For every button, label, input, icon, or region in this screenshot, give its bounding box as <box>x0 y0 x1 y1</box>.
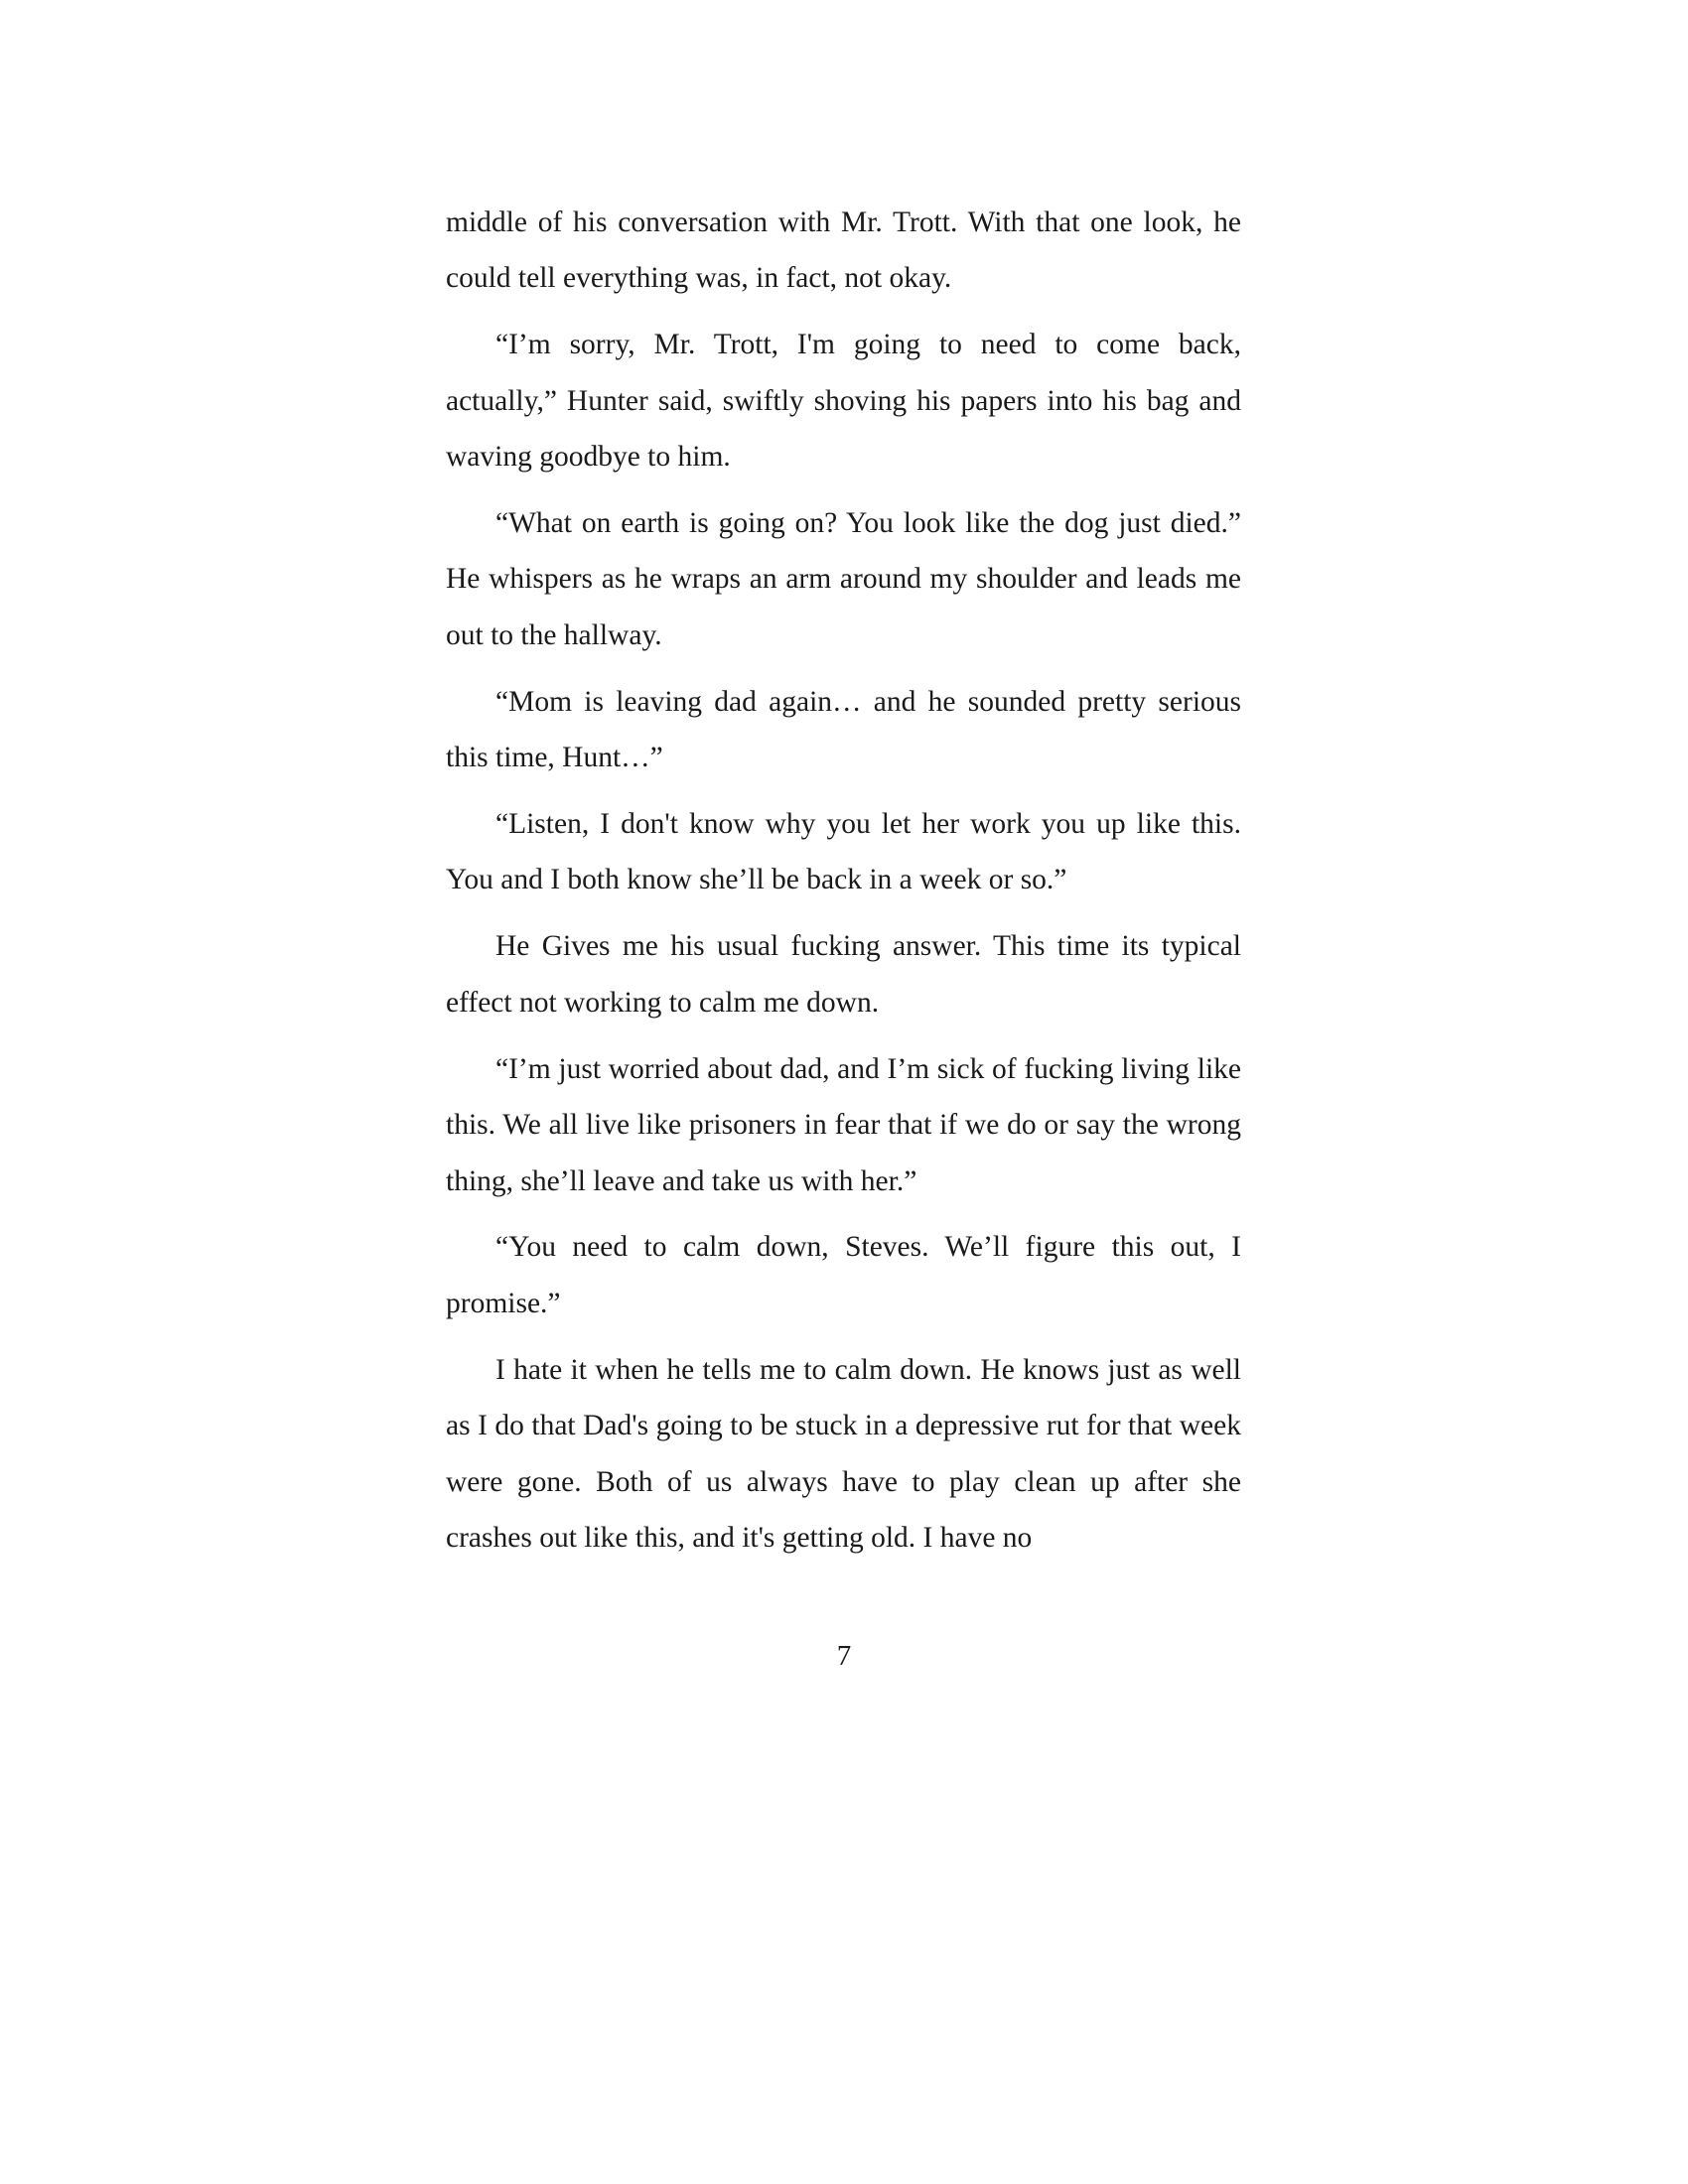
paragraph-usual-answer: He Gives me his usual fucking answer. This time its typical effect not working to calm me down. <box>446 930 1241 1019</box>
paragraph-worried-about-dad: “I’m just worried about dad, and I’m sick of fucking living like this. We all live like prisoners in fear that if we do or say the wrong thing, she’ll leave and take us with her.” <box>446 1052 1241 1197</box>
paragraph-hate-it: I hate it when he tells me to calm down. He knows just as well as I do that Dad's going to be stuck in a depressive rut for that week were gone. Both of us always have to play clean up after she crashes out like this, and it's getting old. I have no <box>446 1353 1241 1554</box>
page-number: 7 <box>836 1640 852 1672</box>
paragraph-what-is-going-on: “What on earth is going on? You look like the dog just died.” He whispers as he wraps an arm around my shoulder and leads me out to the hallway. <box>446 507 1241 651</box>
paragraph-listen: “Listen, I don't know why you let her work you up like this. You and I both know she’ll be back in a week or so.” <box>446 808 1241 896</box>
paragraph-mom-leaving: “Mom is leaving dad again… and he sounded pretty serious this time, Hunt…” <box>446 685 1241 774</box>
paragraph-hunter-apology: “I’m sorry, Mr. Trott, I'm going to need to come back, actually,” Hunter said, swiftly shoving his papers into his bag and waving goodbye to him. <box>446 329 1241 474</box>
body-text <box>446 195 1241 1576</box>
paragraph-continuation: middle of his conversation with Mr. Trott. With that one look, he could tell everything was, in fact, not okay. <box>446 206 1241 295</box>
paragraph-calm-down: “You need to calm down, Steves. We’ll figure this out, I promise.” <box>446 1231 1241 1319</box>
